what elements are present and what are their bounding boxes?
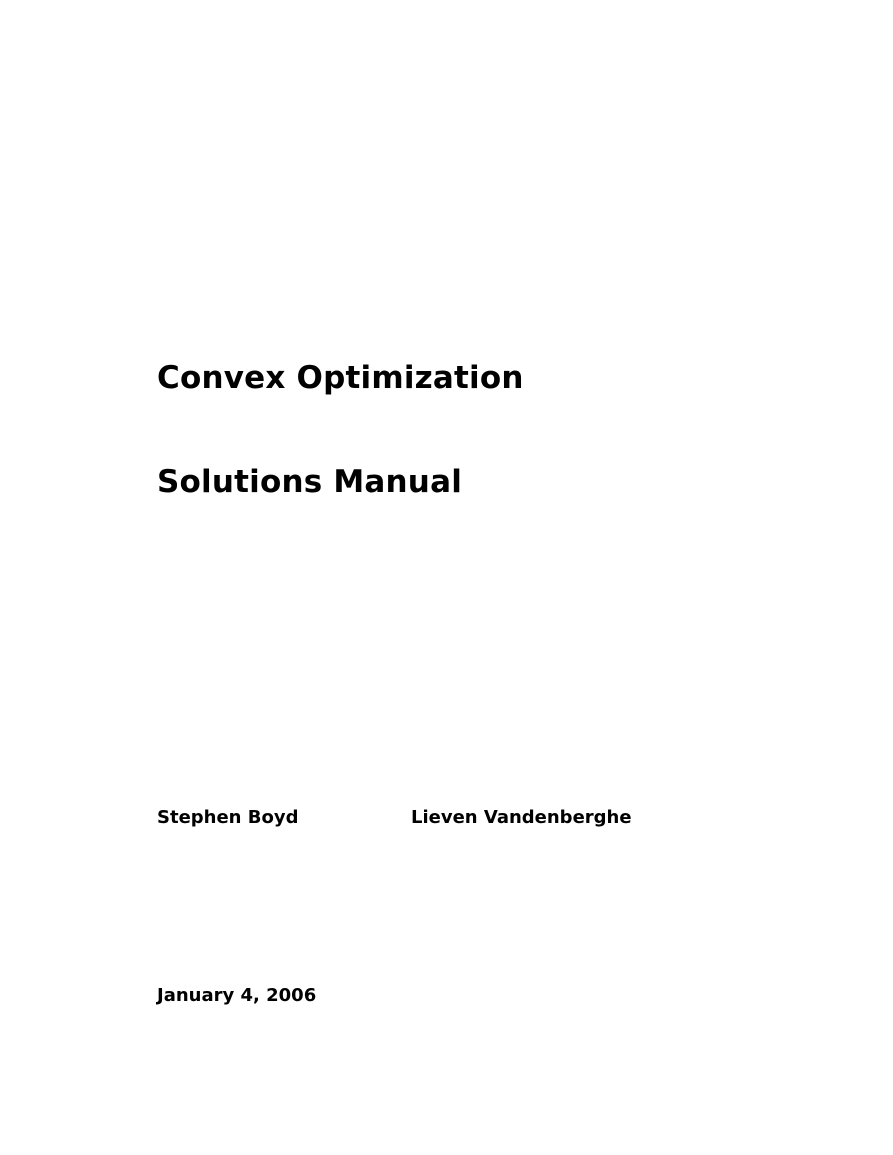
book-subtitle: Solutions Manual bbox=[157, 464, 463, 500]
publication-date: January 4, 2006 bbox=[157, 985, 317, 1006]
author-name: Lieven Vandenberghe bbox=[411, 807, 632, 828]
book-title: Convex Optimization bbox=[157, 360, 524, 396]
author-name: Stephen Boyd bbox=[157, 807, 299, 828]
